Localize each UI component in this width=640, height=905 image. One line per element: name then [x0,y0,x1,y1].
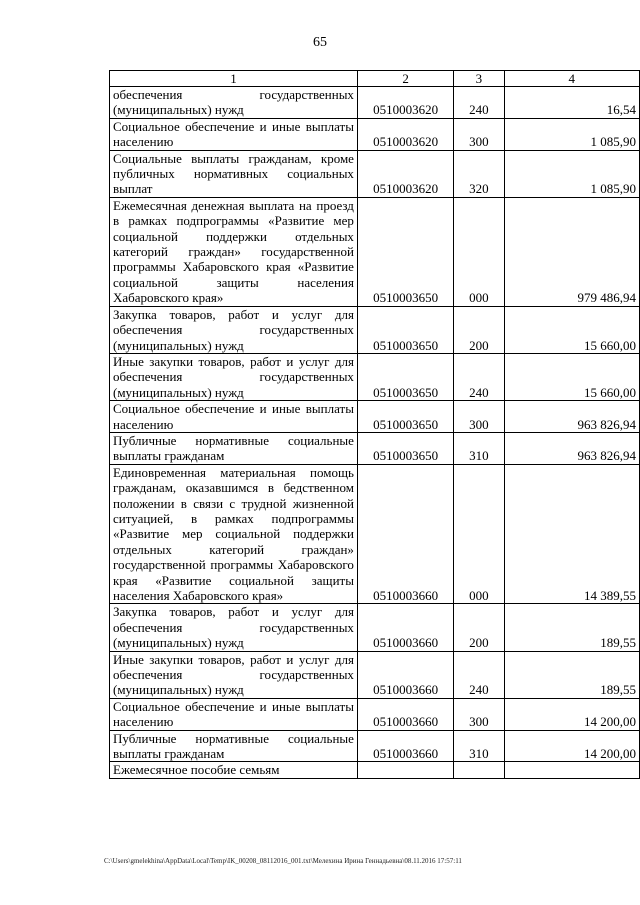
row-target-code: 0510003620 [357,150,453,197]
row-target-code: 0510003650 [357,306,453,353]
row-expense-type: 200 [454,604,504,651]
row-target-code: 0510003660 [357,698,453,730]
row-description: Иные закупки товаров, работ и услуг для обеспечения государственных (муниципальных) нужд [110,353,358,400]
row-amount: 979 486,94 [504,197,639,306]
row-target-code: 0510003650 [357,353,453,400]
row-expense-type: 240 [454,87,504,119]
column-header-3: 3 [454,71,504,87]
row-description: Единовременная материальная помощь гражданам, оказавшимся в бедственном положении в связи с трудной жизненной ситуацией, в рамках подпрограммы «Развитие мер социальной поддержки отдельных категорий граждан» государственной программы Хабаровского края «Развитие социальной защиты населения Хабаровского края» [110,464,358,604]
row-expense-type: 240 [454,651,504,698]
table-row [110,730,640,762]
table-row [110,464,640,604]
row-description: Социальное обеспечение и иные выплаты населению [110,698,358,730]
row-expense-type: 000 [454,197,504,306]
row-target-code: 0510003660 [357,651,453,698]
row-description: обеспечения государственных (муниципальных) нужд [110,87,358,119]
row-expense-type: 310 [454,432,504,464]
row-expense-type: 300 [454,401,504,433]
row-target-code: 0510003650 [357,197,453,306]
row-amount: 14 200,00 [504,730,639,762]
table-row [110,604,640,651]
row-amount: 1 085,90 [504,150,639,197]
row-description: Публичные нормативные социальные выплаты гражданам [110,730,358,762]
row-description: Закупка товаров, работ и услуг для обеспечения государственных (муниципальных) нужд [110,604,358,651]
table-row [110,353,640,400]
row-description: Социальное обеспечение и иные выплаты населению [110,401,358,433]
row-amount: 15 660,00 [504,353,639,400]
page-number: 65 [313,35,327,50]
column-header-4: 4 [504,71,639,87]
row-target-code: 0510003660 [357,730,453,762]
row-description: Социальные выплаты гражданам, кроме публичных нормативных социальных выплат [110,150,358,197]
table-row [110,432,640,464]
row-expense-type: 200 [454,306,504,353]
row-amount: 1 085,90 [504,118,639,150]
row-target-code: 0510003620 [357,87,453,119]
row-amount: 963 826,94 [504,401,639,433]
row-amount: 16,54 [504,87,639,119]
row-target-code: 0510003650 [357,432,453,464]
row-expense-type: 300 [454,698,504,730]
row-expense-type: 300 [454,118,504,150]
row-amount: 14 200,00 [504,698,639,730]
row-amount: 14 389,55 [504,464,639,604]
table-row [110,306,640,353]
row-amount: 15 660,00 [504,306,639,353]
table-row [110,762,640,778]
row-amount: 963 826,94 [504,432,639,464]
row-expense-type: 240 [454,353,504,400]
row-target-code [357,762,453,778]
row-description: Публичные нормативные социальные выплаты гражданам [110,432,358,464]
row-target-code: 0510003660 [357,464,453,604]
row-description: Социальное обеспечение и иные выплаты населению [110,118,358,150]
row-target-code: 0510003650 [357,401,453,433]
table-row [110,118,640,150]
file-path-footer: C:\Users\gmelekhina\AppData\Local\Temp\IK_00208_08112016_001.txt\Мелехина Ирина Геннадьевна\08.11.2016 17:57:11 [104,857,462,865]
table-row [110,651,640,698]
row-target-code: 0510003660 [357,604,453,651]
row-amount [504,762,639,778]
row-description: Ежемесячная денежная выплата на проезд в рамках подпрограммы «Развитие мер социальной поддержки отдельных категорий граждан» государственной программы Хабаровского края «Развитие социальной защиты населения Хабаровского края» [110,197,358,306]
column-header-2: 2 [357,71,453,87]
row-amount: 189,55 [504,604,639,651]
table-row [110,87,640,119]
column-header-1: 1 [110,71,358,87]
row-target-code: 0510003620 [357,118,453,150]
row-description: Ежемесячное пособие семьям [110,762,358,778]
budget-table [109,70,640,779]
row-expense-type: 310 [454,730,504,762]
table-row [110,197,640,306]
table-row [110,698,640,730]
row-expense-type: 000 [454,464,504,604]
row-description: Закупка товаров, работ и услуг для обеспечения государственных (муниципальных) нужд [110,306,358,353]
table-header-row [110,71,640,87]
row-expense-type: 320 [454,150,504,197]
row-expense-type [454,762,504,778]
row-amount: 189,55 [504,651,639,698]
table-row [110,401,640,433]
row-description: Иные закупки товаров, работ и услуг для обеспечения государственных (муниципальных) нужд [110,651,358,698]
table-row [110,150,640,197]
